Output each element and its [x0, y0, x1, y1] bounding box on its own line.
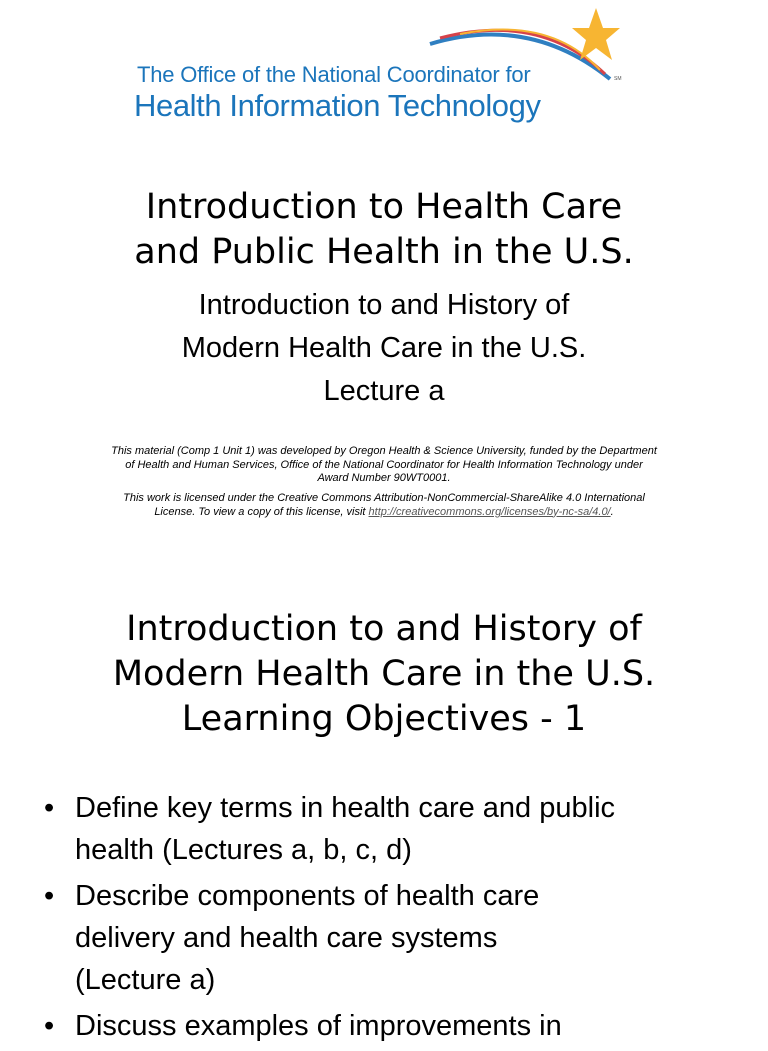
unit-subtitle [0, 284, 768, 413]
bullet-icon: • [44, 1010, 55, 1042]
list-item [44, 1005, 744, 1047]
objectives-title-line3: Learning Objectives - 1 [181, 699, 587, 739]
logo-text-line2: Health Information Technology [134, 88, 541, 123]
license-prefix: License. To view a copy of this license, visit [154, 505, 369, 518]
list-item-line: delivery and health care systems [75, 922, 498, 954]
license-line1: This work is licensed under the Creative Commons Attribution-NonCommercial-ShareAlike 4.0 International [123, 492, 645, 504]
course-title-line1: Introduction to Health Care [145, 187, 623, 227]
license-link[interactable]: http://creativecommons.org/licenses/by-nc-sa/4.0/ [368, 505, 611, 518]
bullet-icon: • [44, 880, 55, 912]
objectives-title-line1: Introduction to and History of [126, 609, 642, 649]
unit-subtitle-line1: Introduction to and History of [198, 289, 570, 321]
funding-line3: Award Number 90WT0001. [317, 472, 451, 484]
service-mark: SM [614, 76, 622, 82]
license-line2 [60, 506, 708, 520]
list-item-line: Discuss examples of improvements in [75, 1010, 562, 1042]
lecture-label: Lecture a [323, 375, 445, 407]
funding-line2: of Health and Human Services, Office of the National Coordinator for Health Information Technology under [125, 458, 643, 471]
objectives-title [0, 607, 768, 742]
list-item-line: health (Lectures a, b, c, d) [75, 834, 412, 866]
list-item-line: Describe components of health care [75, 880, 540, 912]
objectives-title-line2: Modern Health Care in the U.S. [112, 654, 656, 694]
course-title-line2: and Public Health in the U.S. [134, 232, 634, 272]
bullet-icon: • [44, 792, 55, 824]
unit-subtitle-line2: Modern Health Care in the U.S. [181, 332, 587, 364]
license-notice [60, 492, 708, 519]
license-suffix: . [610, 505, 614, 518]
objectives-list [44, 787, 744, 1051]
course-title [0, 185, 768, 275]
funding-line1: This material (Comp 1 Unit 1) was developed by Oregon Health & Science University, funded by the Department [111, 445, 657, 457]
list-item [44, 875, 744, 1001]
logo-text-line1: The Office of the National Coordinator for [137, 62, 531, 87]
funding-notice [60, 445, 708, 486]
onc-logo [130, 4, 640, 128]
list-item [44, 787, 744, 871]
list-item-line: Define key terms in health care and public [75, 792, 616, 824]
list-item-line: (Lecture a) [75, 964, 216, 996]
